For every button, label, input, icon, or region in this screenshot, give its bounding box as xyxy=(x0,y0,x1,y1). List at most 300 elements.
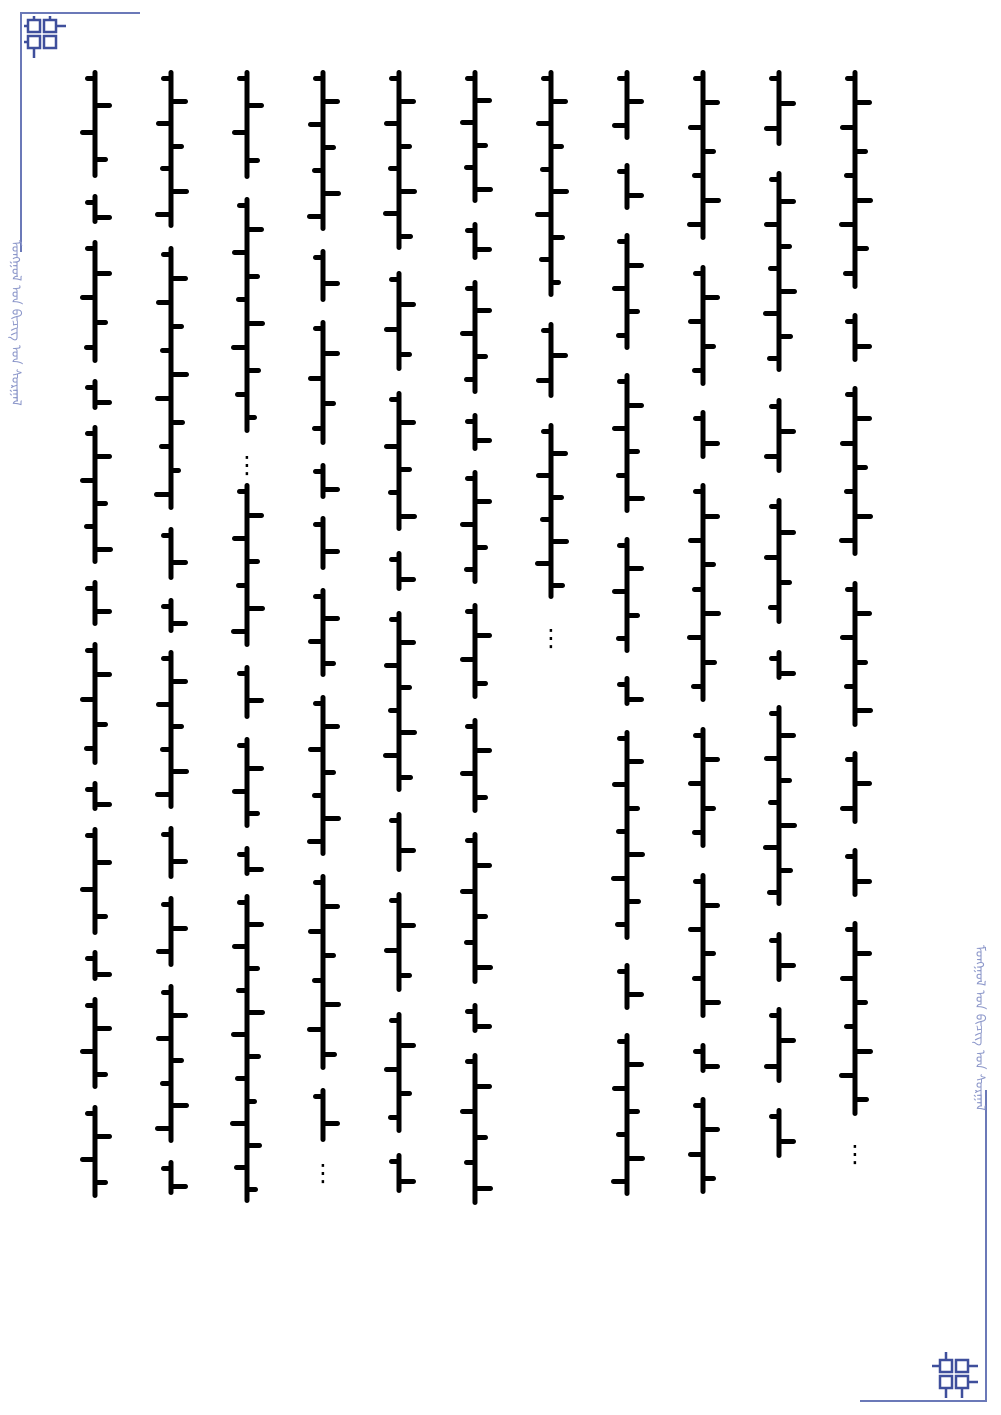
script-word xyxy=(321,695,326,856)
script-glyph-stroke xyxy=(323,1052,337,1057)
script-glyph-stroke xyxy=(171,276,188,281)
script-glyph-stroke xyxy=(617,76,627,81)
script-glyph-stroke xyxy=(539,257,551,262)
script-glyph-stroke xyxy=(779,334,793,339)
script-glyph-stroke xyxy=(617,736,627,741)
script-glyph-stroke xyxy=(399,775,413,780)
script-glyph-stroke xyxy=(384,948,399,953)
script-glyph-stroke xyxy=(779,963,796,968)
script-glyph-stroke xyxy=(155,396,171,401)
script-glyph-stroke xyxy=(465,838,475,843)
script-glyph-stroke xyxy=(767,356,779,361)
script-glyph-stroke xyxy=(693,733,703,738)
script-glyph-stroke xyxy=(231,345,247,350)
script-glyph-stroke xyxy=(541,429,551,434)
script-glyph-stroke xyxy=(688,1152,703,1157)
script-glyph-stroke xyxy=(769,1114,779,1119)
script-glyph-stroke xyxy=(232,789,247,794)
script-glyph-stroke xyxy=(475,247,492,252)
script-glyph-stroke xyxy=(323,145,336,150)
script-glyph-stroke xyxy=(85,246,95,251)
script-glyph-stroke xyxy=(399,302,416,307)
script-glyph-stroke xyxy=(475,1186,493,1191)
script-glyph-stroke xyxy=(769,504,779,509)
script-glyph-stroke xyxy=(232,944,247,949)
script-glyph-stroke xyxy=(465,724,475,729)
script-glyph-stroke xyxy=(247,922,264,927)
script-glyph-stroke xyxy=(475,308,492,313)
script-glyph-stroke xyxy=(839,1073,855,1078)
script-glyph-stroke xyxy=(95,547,113,552)
script-word xyxy=(701,873,706,1019)
script-glyph-stroke xyxy=(612,286,627,291)
script-glyph-stroke xyxy=(161,832,171,837)
script-glyph-stroke xyxy=(389,1018,399,1023)
script-glyph-stroke xyxy=(84,345,95,350)
script-glyph-stroke xyxy=(389,557,399,562)
script-glyph-stroke xyxy=(763,845,779,850)
script-glyph-stroke xyxy=(475,1084,492,1089)
script-glyph-stroke xyxy=(161,656,171,661)
script-word xyxy=(169,984,174,1142)
script-glyph-stroke xyxy=(399,234,413,239)
script-glyph-stroke xyxy=(95,1072,108,1077)
script-glyph-stroke xyxy=(703,1127,720,1132)
script-glyph-stroke xyxy=(627,1109,640,1114)
script-glyph-stroke xyxy=(95,400,112,405)
text-column xyxy=(212,70,282,1360)
script-glyph-stroke xyxy=(855,951,872,956)
script-glyph-stroke xyxy=(855,198,873,203)
script-glyph-stroke xyxy=(247,103,264,108)
script-glyph-stroke xyxy=(465,419,475,424)
script-glyph-stroke xyxy=(313,522,323,527)
script-glyph-stroke xyxy=(693,489,703,494)
script-glyph-stroke xyxy=(855,708,873,713)
script-word xyxy=(473,832,478,984)
script-glyph-stroke xyxy=(693,271,703,276)
script-glyph-stroke xyxy=(617,969,627,974)
script-glyph-stroke xyxy=(399,923,416,928)
script-glyph-stroke xyxy=(687,635,703,640)
script-glyph-stroke xyxy=(764,222,779,227)
script-glyph-stroke xyxy=(171,1103,189,1108)
script-glyph-stroke xyxy=(323,99,340,104)
script-glyph-stroke xyxy=(615,922,627,927)
text-column xyxy=(364,70,434,1360)
script-glyph-stroke xyxy=(475,1135,488,1140)
script-glyph-stroke xyxy=(843,271,855,276)
script-glyph-stroke xyxy=(703,1176,716,1181)
script-glyph-stroke xyxy=(161,533,171,538)
script-glyph-stroke xyxy=(692,368,703,373)
text-column xyxy=(136,70,206,1360)
script-glyph-stroke xyxy=(464,567,475,572)
script-glyph-stroke xyxy=(769,711,779,716)
script-word xyxy=(853,921,858,1116)
script-glyph-stroke xyxy=(247,1099,257,1104)
script-glyph-stroke xyxy=(159,444,171,449)
text-column xyxy=(288,70,358,1360)
script-glyph-stroke xyxy=(237,743,247,748)
script-glyph-stroke xyxy=(237,671,247,676)
script-glyph-stroke xyxy=(703,149,716,154)
script-glyph-stroke xyxy=(313,469,323,474)
script-glyph-stroke xyxy=(312,168,323,173)
script-glyph-stroke xyxy=(688,538,703,543)
script-glyph-stroke xyxy=(840,441,855,446)
script-glyph-stroke xyxy=(769,177,779,182)
script-glyph-stroke xyxy=(703,903,720,908)
script-glyph-stroke xyxy=(779,289,797,294)
text-column xyxy=(60,70,130,1360)
script-glyph-stroke xyxy=(551,99,568,104)
script-glyph-stroke xyxy=(237,203,247,208)
script-glyph-stroke xyxy=(692,976,703,981)
script-glyph-stroke xyxy=(855,100,872,105)
script-glyph-stroke xyxy=(460,522,475,527)
script-glyph-stroke xyxy=(247,227,264,232)
script-glyph-stroke xyxy=(237,76,247,81)
script-glyph-stroke xyxy=(460,331,475,336)
script-glyph-stroke xyxy=(234,1165,247,1170)
script-word xyxy=(853,581,858,727)
script-glyph-stroke xyxy=(464,377,475,382)
script-glyph-stroke xyxy=(171,724,184,729)
script-glyph-stroke xyxy=(95,802,112,807)
script-glyph-stroke xyxy=(612,426,627,431)
script-glyph-stroke xyxy=(844,1024,855,1029)
script-glyph-stroke xyxy=(627,613,640,618)
script-glyph-stroke xyxy=(95,157,108,162)
script-glyph-stroke xyxy=(465,609,475,614)
script-glyph-stroke xyxy=(844,684,855,689)
script-glyph-stroke xyxy=(475,1024,492,1029)
corner-knot-ornament-top-left xyxy=(22,14,72,64)
script-glyph-stroke xyxy=(399,99,416,104)
script-glyph-stroke xyxy=(237,489,247,494)
script-glyph-stroke xyxy=(313,255,323,260)
script-glyph-stroke xyxy=(323,661,336,666)
script-glyph-stroke xyxy=(616,473,627,478)
script-glyph-stroke xyxy=(693,76,703,81)
script-glyph-stroke xyxy=(156,949,171,954)
script-glyph-stroke xyxy=(85,956,95,961)
script-glyph-stroke xyxy=(85,648,95,653)
script-word xyxy=(93,379,98,410)
script-glyph-stroke xyxy=(845,927,855,932)
script-glyph-stroke xyxy=(855,1097,869,1102)
script-glyph-stroke xyxy=(155,792,171,797)
script-glyph-stroke xyxy=(247,966,260,971)
punctuation-mark: ⋮ xyxy=(539,624,563,653)
script-glyph-stroke xyxy=(475,143,488,148)
script-glyph-stroke xyxy=(95,722,108,727)
script-glyph-stroke xyxy=(764,454,779,459)
script-glyph-stroke xyxy=(384,663,399,668)
script-word xyxy=(473,1053,478,1205)
script-glyph-stroke xyxy=(703,1064,720,1069)
script-glyph-stroke xyxy=(769,404,779,409)
script-glyph-stroke xyxy=(171,189,189,194)
script-word xyxy=(397,70,402,250)
script-glyph-stroke xyxy=(313,1094,323,1099)
script-glyph-stroke xyxy=(95,501,108,506)
script-glyph-stroke xyxy=(313,880,323,885)
script-glyph-stroke xyxy=(236,988,247,993)
script-glyph-stroke xyxy=(154,492,171,497)
script-glyph-stroke xyxy=(323,904,340,909)
script-glyph-stroke xyxy=(616,636,627,641)
script-glyph-stroke xyxy=(845,392,855,397)
script-glyph-stroke xyxy=(85,200,95,205)
script-glyph-stroke xyxy=(308,747,323,752)
script-glyph-stroke xyxy=(536,473,551,478)
script-glyph-stroke xyxy=(323,281,340,286)
script-glyph-stroke xyxy=(840,976,855,981)
script-glyph-stroke xyxy=(703,295,720,300)
script-glyph-stroke xyxy=(247,606,265,611)
script-word xyxy=(321,70,326,231)
script-glyph-stroke xyxy=(171,99,188,104)
script-glyph-stroke xyxy=(779,199,796,204)
script-glyph-stroke xyxy=(171,926,188,931)
script-glyph-stroke xyxy=(627,99,644,104)
punctuation-mark: ⋮ xyxy=(235,451,259,479)
script-glyph-stroke xyxy=(399,730,417,735)
script-glyph-stroke xyxy=(465,76,475,81)
text-column xyxy=(668,70,738,1360)
script-glyph-stroke xyxy=(399,640,416,645)
script-glyph-stroke xyxy=(693,416,703,421)
script-glyph-stroke xyxy=(85,833,95,838)
script-glyph-stroke xyxy=(779,778,792,783)
script-word xyxy=(625,373,630,513)
script-glyph-stroke xyxy=(383,211,399,216)
script-glyph-stroke xyxy=(231,1032,247,1037)
script-glyph-stroke xyxy=(611,1179,627,1184)
script-glyph-stroke xyxy=(388,708,399,713)
script-glyph-stroke xyxy=(475,633,492,638)
script-glyph-stroke xyxy=(763,311,779,316)
script-glyph-stroke xyxy=(616,333,627,338)
script-glyph-stroke xyxy=(703,1000,721,1005)
script-glyph-stroke xyxy=(703,660,717,665)
script-glyph-stroke xyxy=(95,271,112,276)
script-glyph-stroke xyxy=(616,1132,627,1137)
script-glyph-stroke xyxy=(85,76,95,81)
script-glyph-stroke xyxy=(85,431,95,436)
script-glyph-stroke xyxy=(612,123,627,128)
script-glyph-stroke xyxy=(779,733,796,738)
script-glyph-stroke xyxy=(156,121,171,126)
script-glyph-stroke xyxy=(611,876,627,881)
script-glyph-stroke xyxy=(844,173,855,178)
script-glyph-stroke xyxy=(627,1156,645,1161)
script-glyph-stroke xyxy=(541,328,551,333)
script-glyph-stroke xyxy=(323,953,336,958)
script-word xyxy=(245,894,250,1202)
script-glyph-stroke xyxy=(460,771,475,776)
script-glyph-stroke xyxy=(464,1160,475,1165)
script-glyph-stroke xyxy=(160,348,171,353)
script-glyph-stroke xyxy=(80,295,95,300)
script-glyph-stroke xyxy=(312,793,323,798)
script-glyph-stroke xyxy=(855,149,868,154)
script-glyph-stroke xyxy=(693,879,703,884)
script-glyph-stroke xyxy=(855,416,872,421)
script-glyph-stroke xyxy=(399,352,412,357)
script-glyph-stroke xyxy=(627,496,645,501)
script-glyph-stroke xyxy=(247,274,260,279)
script-glyph-stroke xyxy=(616,829,627,834)
script-glyph-stroke xyxy=(308,122,323,127)
script-glyph-stroke xyxy=(465,228,475,233)
script-glyph-stroke xyxy=(161,1166,171,1171)
script-glyph-stroke xyxy=(769,938,779,943)
script-glyph-stroke xyxy=(627,566,644,571)
script-glyph-stroke xyxy=(323,616,340,621)
script-glyph-stroke xyxy=(399,1179,416,1184)
script-glyph-stroke xyxy=(769,76,779,81)
script-glyph-stroke xyxy=(80,1157,95,1162)
script-glyph-stroke xyxy=(703,100,720,105)
script-glyph-stroke xyxy=(612,782,627,787)
script-glyph-stroke xyxy=(95,672,112,677)
script-glyph-stroke xyxy=(95,320,108,325)
script-glyph-stroke xyxy=(840,635,855,640)
script-glyph-stroke xyxy=(84,524,95,529)
script-glyph-stroke xyxy=(388,166,399,171)
script-glyph-stroke xyxy=(687,222,703,227)
script-glyph-stroke xyxy=(540,517,551,522)
script-glyph-stroke xyxy=(232,536,247,541)
side-caption-top-left: ᠮᠣᠩᠭᠣᠯ ᠤᠨ ᠪᠢᠴᠢᠭ ᠤᠨ ᠰᠤᠷᠭᠠᠯ xyxy=(8,240,23,406)
script-glyph-stroke xyxy=(95,103,112,108)
script-glyph-stroke xyxy=(161,902,171,907)
script-glyph-stroke xyxy=(171,621,188,626)
script-glyph-stroke xyxy=(460,1109,475,1114)
script-glyph-stroke xyxy=(313,326,323,331)
script-glyph-stroke xyxy=(307,1027,323,1032)
script-glyph-stroke xyxy=(95,454,112,459)
script-glyph-stroke xyxy=(171,468,181,473)
punctuation-mark: ⋮ xyxy=(843,1140,867,1169)
script-glyph-stroke xyxy=(156,702,171,707)
script-glyph-stroke xyxy=(475,187,493,192)
script-glyph-stroke xyxy=(85,586,95,591)
script-glyph-stroke xyxy=(703,344,716,349)
script-glyph-stroke xyxy=(465,476,475,481)
script-glyph-stroke xyxy=(312,426,323,431)
script-glyph-stroke xyxy=(160,166,171,171)
script-glyph-stroke xyxy=(767,890,779,895)
script-glyph-stroke xyxy=(855,1049,873,1054)
script-glyph-stroke xyxy=(171,1058,184,1063)
script-glyph-stroke xyxy=(617,1039,627,1044)
script-glyph-stroke xyxy=(323,1121,340,1126)
script-glyph-stroke xyxy=(399,973,412,978)
script-glyph-stroke xyxy=(160,1081,171,1086)
script-glyph-stroke xyxy=(703,757,720,762)
script-glyph-stroke xyxy=(171,859,188,864)
script-glyph-stroke xyxy=(703,951,716,956)
script-glyph-stroke xyxy=(161,604,171,609)
script-word xyxy=(549,322,554,398)
text-column xyxy=(592,70,662,1360)
script-glyph-stroke xyxy=(855,514,873,519)
script-glyph-stroke xyxy=(323,351,340,356)
script-glyph-stroke xyxy=(384,444,399,449)
script-word xyxy=(473,70,478,203)
script-glyph-stroke xyxy=(688,319,703,324)
script-glyph-stroke xyxy=(475,438,492,443)
script-glyph-stroke xyxy=(307,839,323,844)
script-glyph-stroke xyxy=(171,679,188,684)
script-glyph-stroke xyxy=(845,854,855,859)
script-glyph-stroke xyxy=(313,76,323,81)
script-glyph-stroke xyxy=(247,766,264,771)
script-word xyxy=(245,197,250,433)
script-glyph-stroke xyxy=(230,1121,247,1126)
script-glyph-stroke xyxy=(80,478,95,483)
script-word xyxy=(853,386,858,556)
script-glyph-stroke xyxy=(399,467,412,472)
script-glyph-stroke xyxy=(536,121,551,126)
script-word xyxy=(245,483,250,646)
script-glyph-stroke xyxy=(85,385,95,390)
script-glyph-stroke xyxy=(399,1043,416,1048)
script-glyph-stroke xyxy=(399,144,412,149)
script-glyph-stroke xyxy=(236,583,247,588)
script-glyph-stroke xyxy=(247,321,265,326)
script-glyph-stroke xyxy=(551,495,564,500)
script-glyph-stroke xyxy=(399,420,416,425)
script-glyph-stroke xyxy=(612,1086,627,1091)
script-glyph-stroke xyxy=(475,748,492,753)
script-glyph-stroke xyxy=(764,555,779,560)
script-glyph-stroke xyxy=(247,698,264,703)
script-glyph-stroke xyxy=(627,309,640,314)
script-word xyxy=(169,896,174,966)
script-glyph-stroke xyxy=(85,1111,95,1116)
script-glyph-stroke xyxy=(551,451,568,456)
script-glyph-stroke xyxy=(247,1143,262,1148)
script-glyph-stroke xyxy=(551,144,564,149)
script-glyph-stroke xyxy=(627,449,640,454)
corner-knot-ornament-bottom-right xyxy=(930,1350,982,1402)
script-glyph-stroke xyxy=(171,1013,188,1018)
script-glyph-stroke xyxy=(460,120,475,125)
script-glyph-stroke xyxy=(231,629,247,634)
script-glyph-stroke xyxy=(779,868,793,873)
script-glyph-stroke xyxy=(764,1064,779,1069)
script-word xyxy=(169,70,174,228)
script-glyph-stroke xyxy=(237,900,247,905)
script-glyph-stroke xyxy=(845,587,855,592)
script-glyph-stroke xyxy=(692,173,703,178)
script-glyph-stroke xyxy=(475,914,488,919)
script-glyph-stroke xyxy=(161,252,171,257)
script-word xyxy=(777,1007,782,1083)
script-glyph-stroke xyxy=(855,660,868,665)
script-glyph-stroke xyxy=(235,1076,247,1081)
script-glyph-stroke xyxy=(475,863,492,868)
script-glyph-stroke xyxy=(247,811,260,816)
script-glyph-stroke xyxy=(323,770,336,775)
script-glyph-stroke xyxy=(160,747,171,752)
script-glyph-stroke xyxy=(323,724,340,729)
